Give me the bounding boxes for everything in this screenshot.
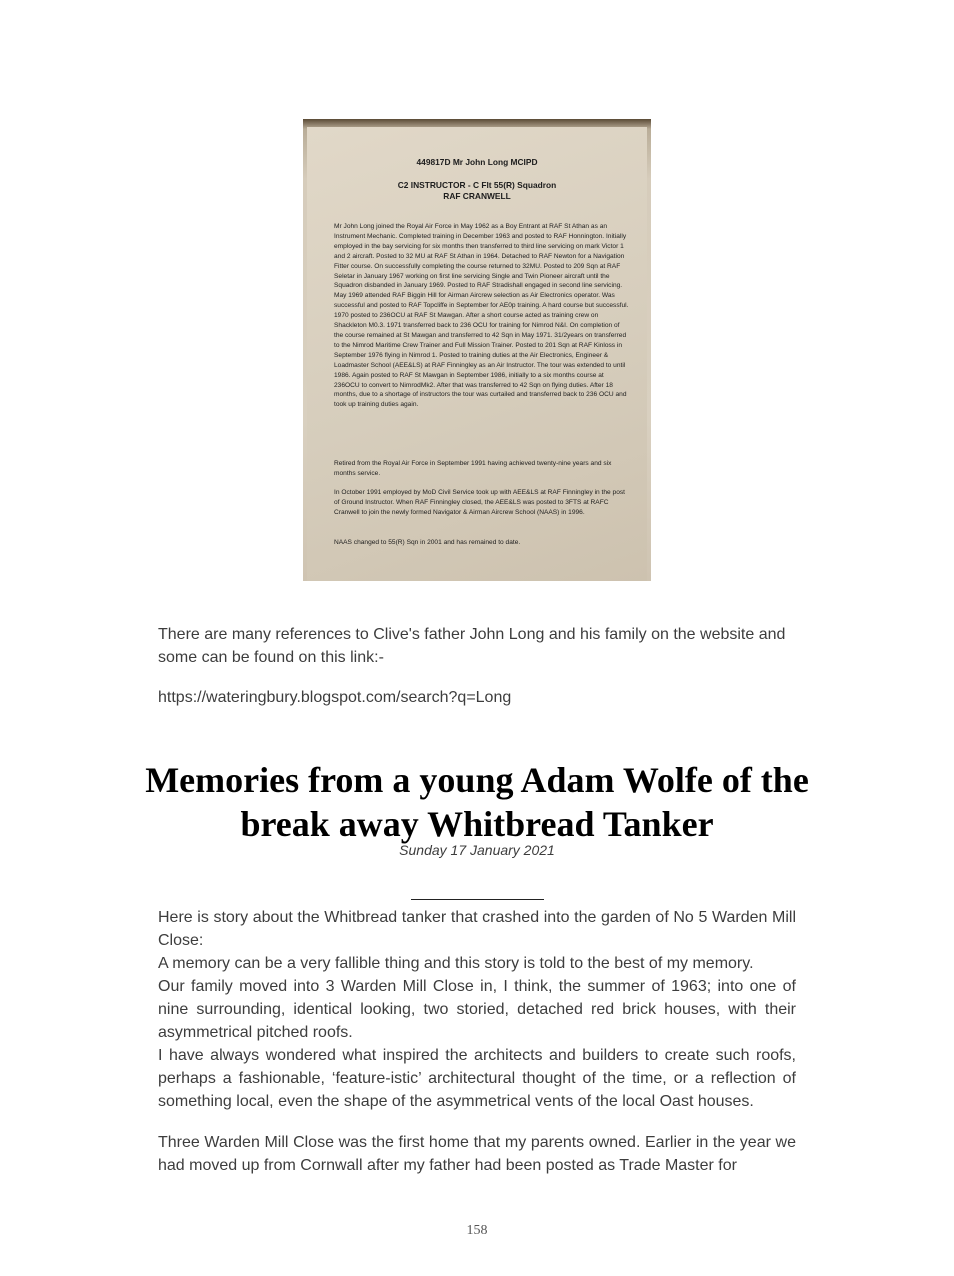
story-paragraph-2: Three Warden Mill Close was the first home that my parents owned. Earlier in the year we had moved up from Cornwall after my father had been posted as Trade Master for xyxy=(158,1134,796,1174)
page-number: 158 xyxy=(466,1223,488,1238)
story-line: I have always wondered what inspired the architects and builders to create such roofs, perhaps a fashionable, ‘feature-istic’ architectural thought of the time, or a reflection of something local, even the shape of the asymmetrical vents of the local Oast houses. xyxy=(158,1047,796,1110)
photo-paragraph-career: Mr John Long joined the Royal Air Force in May 1962 as a Boy Entrant at RAF St Athan as an Instrument Mechanic. Completed training in December 1963 and posted to RAF Honnington. Initially employed in the bay servicing for six months then transferred to third line servicing on mark Victor 1 and 2 aircraft. Posted to 32 MU at RAF St Athan in 1964. Detached to RAF Newton for a Navigation Fitter course. On successfully completing the course returned to 32MU. Posted to 209 Sqn at RAF Seletar in January 1967 working on first line servicing Single and Twin Pioneer aircraft until the Squadron disbanded in January 1969. Posted to RAF Stradishall engaged in second line servicing. May 1969 attended RAF Biggin Hill for Airman Aircrew selection as Air Electronics operator. Was successful and posted to RAF Topcliffe in September for AE0p training. A hard course but successful. 1970 posted to 236OCU at RAF St Mawgan. After a short course acted as training crew on Shackleton M0.3. 1971 transferred back to 236 OCU for training for Nimrod N&I. On completion of the course remained at St Mawgan and transferred to 42 Sqn in May 1971. 31/2years on transferred to the Nimrod Maritime Crew Trainer and Full Mission Trainer. Posted to 201 Sqn at RAF Kinloss in September 1976 flying in Nimrod 1. Posted to training duties at the Air Electronics, Engineer & Loadmaster School (AEE&LS) at RAF Finningley as an Air Instructor. The tour was extended to until 1986. Again posted to RAF St Mawgan in September 1986, initially to a six months course at 236OCU to convert to NimrodMk2. After that was transferred to 42 Sqn on flying duties. After 18 months, due to a shortage of instructors the tour was curtailed and transferred back to 236 OCU and took up training duties again. xyxy=(334,223,629,409)
story-line: Our family moved into 3 Warden Mill Close in, I think, the summer of 1963; into one of nine surrounding, identical looking, two storied, detached red brick houses, with their asymmetrical pitched roofs. xyxy=(158,978,796,1041)
photo-heading-name: 449817D Mr John Long MCIPD xyxy=(416,157,538,167)
photo-paragraph-civil-service: In October 1991 employed by MoD Civil Service took up with AEE&LS at RAF Finningley in the post of Ground Instructor. When RAF Finningley closed, the AEE&LS was posted to 3FTS at RAFC Cranwell to join the newly formed Navigator & Airman Aircrew School (NAAS) in 1996. xyxy=(334,489,626,516)
article-title: Memories from a young Adam Wolfe of the break away Whitbread Tanker xyxy=(145,760,809,844)
article-date: Sunday 17 January 2021 xyxy=(399,842,555,858)
story-paragraph xyxy=(158,906,796,1113)
photo-paragraph-retired: Retired from the Royal Air Force in September 1991 having achieved twenty-nine years and six months service. xyxy=(334,460,612,477)
divider xyxy=(411,899,544,900)
photographed-paper xyxy=(307,127,647,581)
photo-heading-role: C2 INSTRUCTOR - C Flt 55(R) Squadron xyxy=(397,180,557,190)
document-photograph xyxy=(303,119,651,581)
photo-paragraph-naas: NAAS changed to 55(R) Sqn in 2001 and has remained to date. xyxy=(334,539,521,546)
story-line: A memory can be a very fallible thing and this story is told to the best of my memory. xyxy=(158,955,754,972)
photo-heading-station: RAF CRANWELL xyxy=(443,191,511,201)
intro-paragraph: There are many references to Clive's father John Long and his family on the website and some can be found on this link:- xyxy=(158,626,786,666)
reference-link[interactable]: https://wateringbury.blogspot.com/search?q=Long xyxy=(158,689,512,706)
story-line: Here is story about the Whitbread tanker that crashed into the garden of No 5 Warden Mill Close: xyxy=(158,909,796,949)
